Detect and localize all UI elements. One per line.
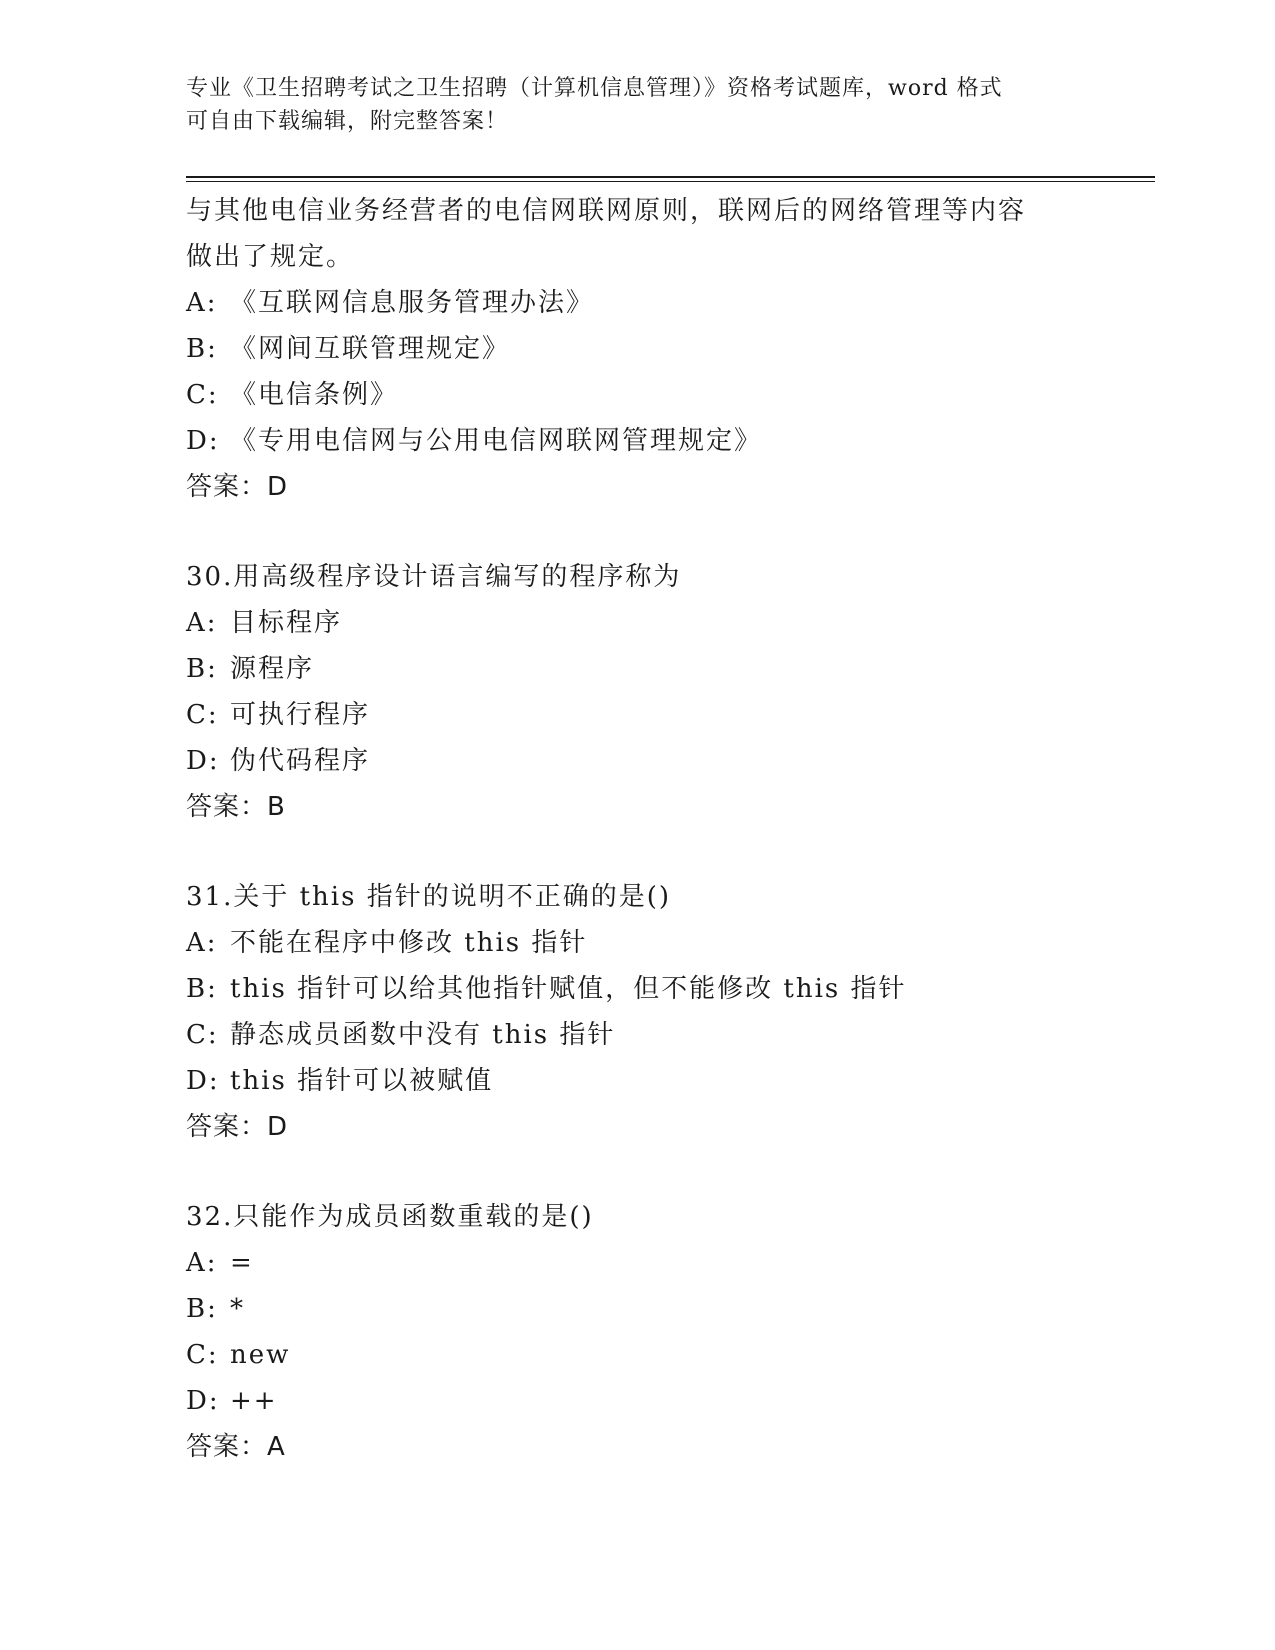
- header-line-2: 可自由下载编辑，附完整答案！: [186, 109, 509, 134]
- option-label: C:: [186, 1020, 219, 1050]
- option-label: A:: [186, 928, 218, 958]
- option-label: A:: [186, 288, 218, 318]
- option-text: this 指针可以被赋值: [230, 1066, 494, 1096]
- option-label: C:: [186, 380, 219, 410]
- option-label: B:: [186, 654, 218, 684]
- option-text: 《专用电信网与公用电信网联网管理规定》: [230, 426, 763, 456]
- option-d: [186, 1058, 1146, 1104]
- question-32: [186, 1194, 1146, 1470]
- option-text: 目标程序: [230, 608, 343, 638]
- option-label: A:: [186, 1248, 218, 1278]
- option-label: C:: [186, 1340, 219, 1370]
- option-text: 静态成员函数中没有 this 指针: [230, 1020, 616, 1050]
- question-31: [186, 874, 1146, 1150]
- option-d: [186, 1378, 1146, 1424]
- option-b: [186, 966, 1146, 1012]
- header-line-1: 专业《卫生招聘考试之卫生招聘（计算机信息管理）》资格考试题库，word 格式: [186, 76, 1003, 101]
- question-stem: 32.只能作为成员函数重载的是(): [186, 1202, 594, 1232]
- option-text: ++: [230, 1386, 278, 1416]
- option-label: D:: [186, 1066, 220, 1096]
- option-text: =: [230, 1248, 254, 1278]
- question-stem: 30.用高级程序设计语言编写的程序称为: [186, 562, 682, 592]
- option-text: 源程序: [230, 654, 315, 684]
- option-text: 可执行程序: [230, 700, 371, 730]
- question-spacer: [186, 1150, 1146, 1194]
- option-text: this 指针可以给其他指针赋值，但不能修改 this 指针: [230, 974, 907, 1004]
- question-spacer: [186, 510, 1146, 554]
- option-label: B:: [186, 334, 218, 364]
- option-a: [186, 600, 1146, 646]
- option-d: [186, 738, 1146, 784]
- answer-line: 答案：A: [186, 1432, 286, 1462]
- option-text: *: [230, 1294, 245, 1324]
- option-b: [186, 1286, 1146, 1332]
- option-text: 《互联网信息服务管理办法》: [230, 288, 595, 318]
- document-header: [186, 72, 1066, 138]
- option-c: [186, 372, 1146, 418]
- question-spacer: [186, 830, 1146, 874]
- answer-line: 答案：D: [186, 472, 289, 502]
- question-29: [186, 188, 1146, 510]
- option-a: [186, 280, 1146, 326]
- option-c: [186, 692, 1146, 738]
- option-d: [186, 418, 1146, 464]
- question-stem: 31.关于 this 指针的说明不正确的是(): [186, 882, 672, 912]
- option-label: D:: [186, 746, 220, 776]
- option-text: 伪代码程序: [230, 746, 371, 776]
- answer-line: 答案：D: [186, 1112, 289, 1142]
- answer-line: 答案：B: [186, 792, 286, 822]
- option-b: [186, 646, 1146, 692]
- option-label: B:: [186, 974, 218, 1004]
- question-stem-continuation: 做出了规定。: [186, 242, 355, 272]
- option-a: [186, 1240, 1146, 1286]
- option-label: D:: [186, 1386, 220, 1416]
- option-a: [186, 920, 1146, 966]
- option-label: C:: [186, 700, 219, 730]
- option-c: [186, 1332, 1146, 1378]
- header-rule-thick: [186, 176, 1155, 178]
- option-label: B:: [186, 1294, 218, 1324]
- question-list: [186, 188, 1146, 1470]
- question-30: [186, 554, 1146, 830]
- header-rule-thin: [186, 181, 1155, 182]
- question-stem-continuation: 与其他电信业务经营者的电信网联网原则，联网后的网络管理等内容: [186, 196, 1027, 226]
- option-text: new: [230, 1340, 291, 1370]
- option-text: 不能在程序中修改 this 指针: [230, 928, 588, 958]
- option-label: A:: [186, 608, 218, 638]
- option-c: [186, 1012, 1146, 1058]
- option-label: D:: [186, 426, 220, 456]
- option-text: 《网间互联管理规定》: [230, 334, 511, 364]
- option-b: [186, 326, 1146, 372]
- option-text: 《电信条例》: [230, 380, 399, 410]
